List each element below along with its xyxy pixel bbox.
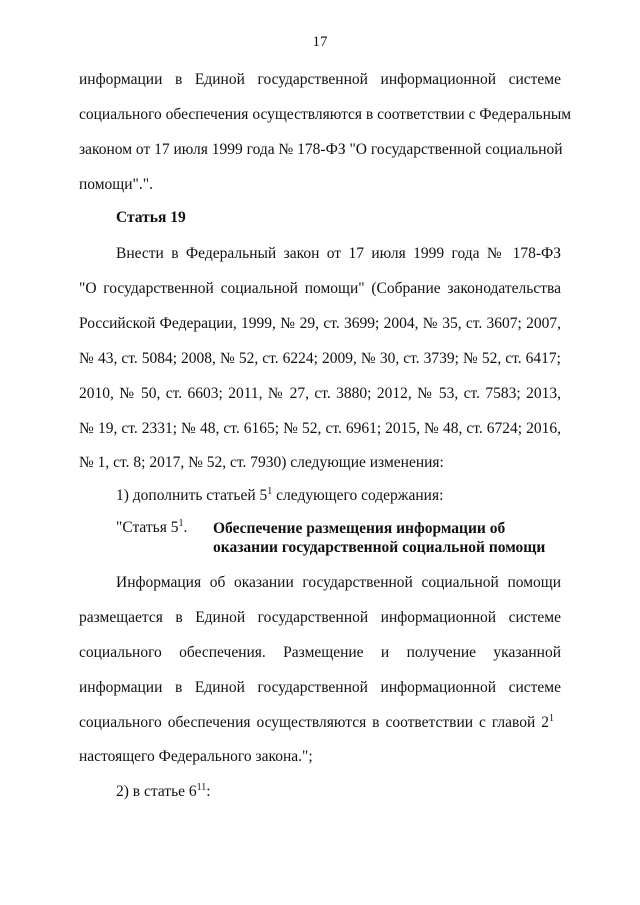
paragraph-line: Российской Федерации, 1999, № 29, ст. 3699; 2004, № 35, ст. 3607; 2007, (79, 315, 561, 332)
new-article-prefix: "Статья $5^1$. (116, 518, 188, 536)
paragraph-line: законом от 17 июля 1999 года № 178-ФЗ "О государственной социальной (79, 141, 563, 158)
paragraph-line: информации в Единой государственной информационной системе (79, 679, 561, 696)
paragraph-line: № 19, ст. 2331; № 48, ст. 6165; № 52, ст. 6961; 2015, № 48, ст. 6724; 2016, (79, 420, 561, 437)
paragraph-line: "О государственной социальной помощи" (Собрание законодательства (79, 280, 561, 297)
paragraph-line: социального обеспечения. Размещение и получение указанной (79, 644, 561, 661)
list-item-1: 1) дополнить статьей $5^1$ следующего содержания: (116, 486, 444, 504)
paragraph-line: социального обеспечения осуществляются в соответствии с Федеральным (79, 106, 572, 123)
paragraph-line: Внести в Федеральный закон от 17 июля 1999 года № 178-ФЗ (116, 245, 561, 262)
list-item-2: 2) в статье $6^{11}$: (116, 782, 211, 800)
paragraph-line: социального обеспечения осуществляются в соответствии с главой $2^1$ (79, 713, 554, 731)
paragraph-line: № 1, ст. 8; 2017, № 52, ст. 7930) следующие изменения: (79, 454, 444, 471)
paragraph-line: № 43, ст. 5084; 2008, № 52, ст. 6224; 2009, № 30, ст. 3739; № 52, ст. 6417; (79, 350, 561, 367)
paragraph-line: 2010, № 50, ст. 6603; 2011, № 27, ст. 3880; 2012, № 53, ст. 7583; 2013, (79, 385, 561, 402)
paragraph-line: настоящего Федерального закона."; (79, 748, 313, 765)
new-article-heading: Обеспечение размещения информации об оказании государственной социальной помощи (213, 520, 546, 556)
paragraph-line: помощи".". (79, 176, 153, 193)
page-number: 17 (312, 34, 328, 50)
paragraph-line: информации в Единой государственной информационной системе (79, 71, 561, 88)
article-title: Статья 19 (116, 209, 186, 226)
paragraph-line: Информация об оказании государственной социальной помощи (116, 574, 561, 591)
paragraph-line: размещается в Единой государственной информационной системе (79, 609, 561, 626)
